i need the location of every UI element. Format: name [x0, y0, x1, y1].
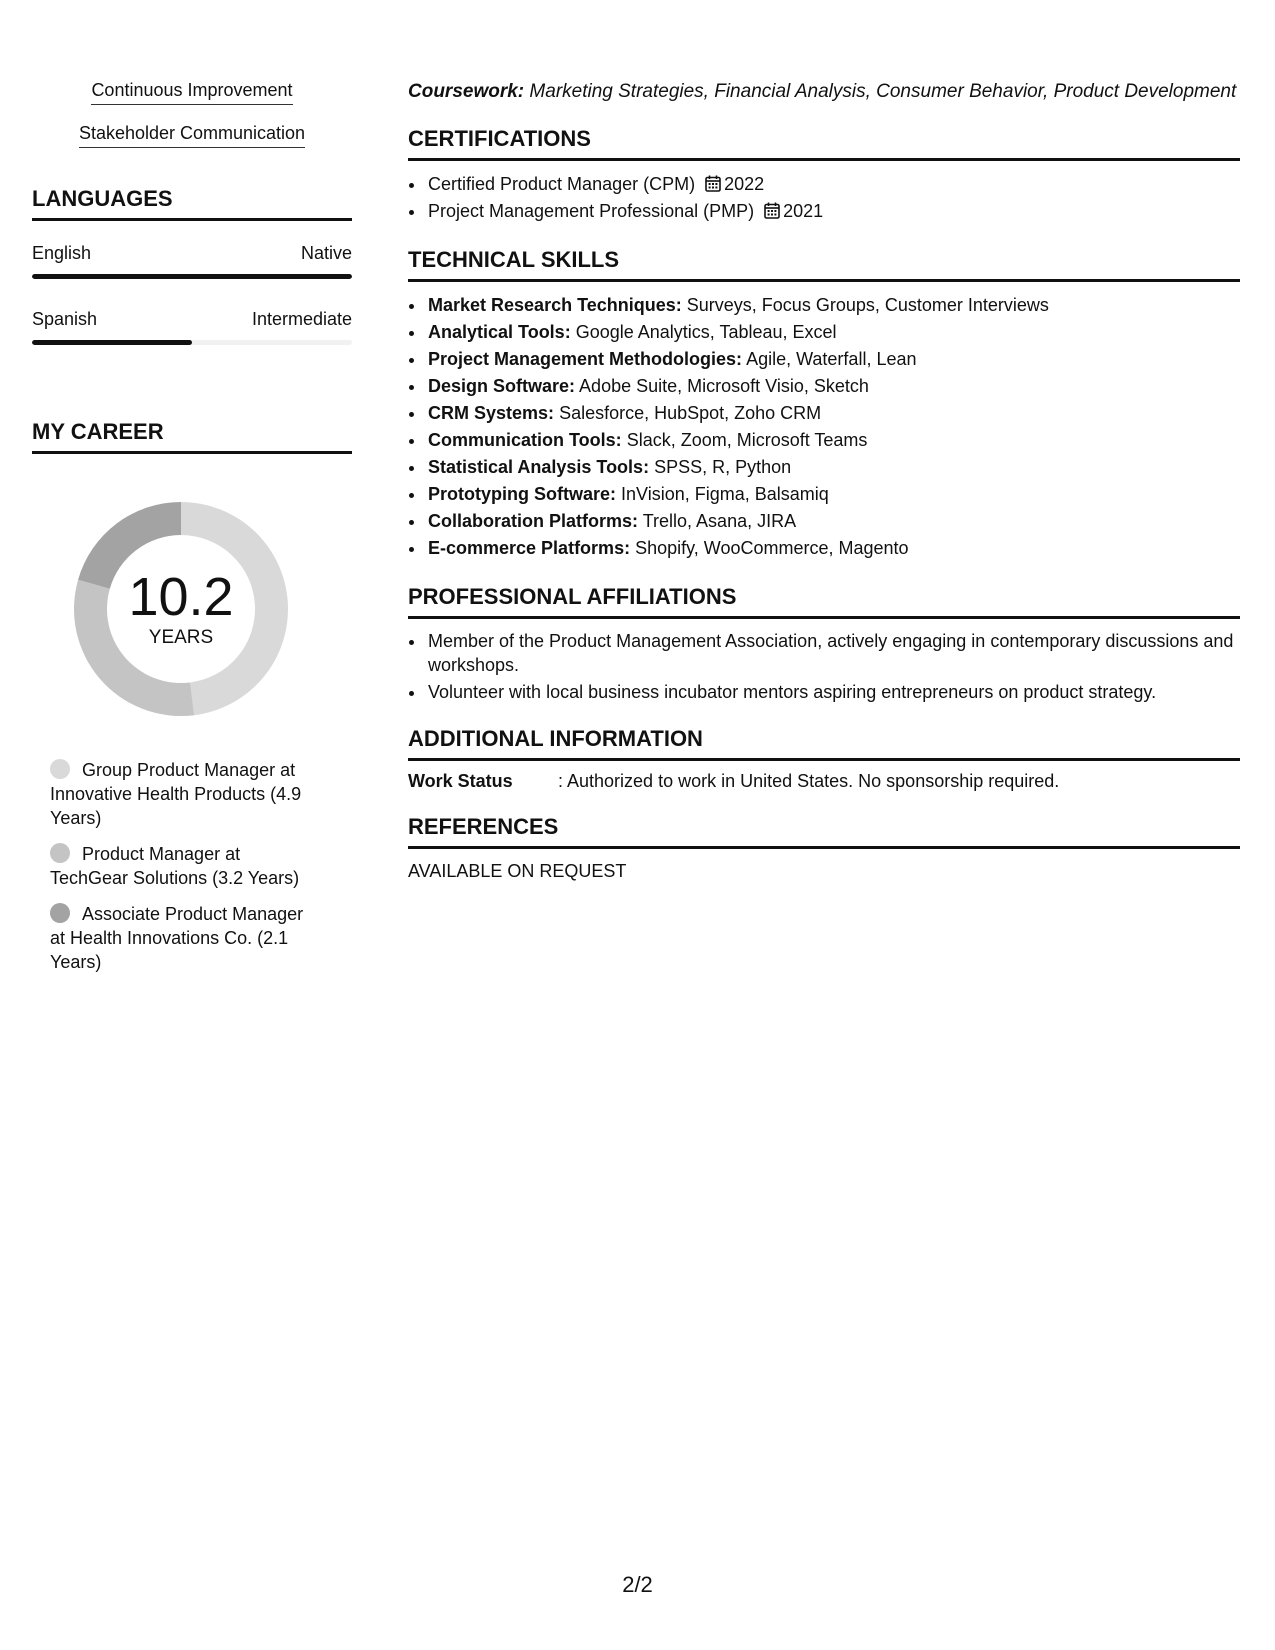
skill-tag: Continuous Improvement [32, 80, 352, 105]
languages-section [32, 186, 352, 345]
languages-title: LANGUAGES [32, 186, 352, 221]
additional-info-title: ADDITIONAL INFORMATION [408, 726, 1240, 761]
legend-dot [50, 843, 70, 863]
language-level: Native [300, 243, 352, 263]
skill-item: • Prototyping Software: InVision, Figma, Balsamiq [426, 481, 1240, 508]
work-status-row [408, 771, 1240, 792]
language-spanish [32, 309, 352, 345]
certification-year: 2022 [724, 174, 765, 194]
affiliations-title: PROFESSIONAL AFFILIATIONS [408, 584, 1240, 619]
career-donut-chart [66, 494, 296, 724]
skill-item: • Design Software: Adobe Suite, Microsoft Visio, Sketch [426, 373, 1240, 400]
coursework-text: Marketing Strategies, Financial Analysis, Consumer Behavior, Product Development [529, 81, 1237, 102]
language-name: English [32, 243, 92, 263]
technical-skills-title: TECHNICAL SKILLS [408, 247, 1240, 282]
language-level: Intermediate [251, 309, 352, 329]
donut-center [66, 494, 296, 724]
certifications-section [408, 126, 1240, 225]
career-title: MY CAREER [32, 419, 352, 454]
language-bar [32, 340, 352, 345]
certification-item: • Project Management Professional (PMP) 2021 [426, 198, 1240, 225]
page-number: 2/2 [622, 1572, 653, 1597]
language-bar-fill [32, 340, 192, 345]
coursework [408, 80, 1240, 104]
career-total-years: 10.2 [128, 567, 234, 627]
affiliations-list [408, 629, 1240, 704]
language-bar-fill [32, 274, 352, 279]
coursework-label: Coursework: [408, 81, 525, 102]
calendar-icon [764, 202, 780, 219]
language-english [32, 243, 352, 279]
certifications-list [408, 171, 1240, 225]
affiliation-item: • Volunteer with local business incubator mentors aspiring entrepreneurs on product strategy. [426, 680, 1240, 704]
skill-item: • Analytical Tools: Google Analytics, Tableau, Excel [426, 319, 1240, 346]
skill-item: • Project Management Methodologies: Agile, Waterfall, Lean [426, 346, 1240, 373]
legend-dot [50, 903, 70, 923]
references-section [408, 814, 1240, 882]
affiliation-item: • Member of the Product Management Association, actively engaging in contemporary discussions and workshops. [426, 629, 1240, 677]
technical-skills-list [408, 292, 1240, 562]
skill-item: • Statistical Analysis Tools: SPSS, R, Python [426, 454, 1240, 481]
skill-item: • Communication Tools: Slack, Zoom, Microsoft Teams [426, 427, 1240, 454]
legend-item: Group Product Manager at Innovative Health Products (4.9 Years) [50, 760, 302, 828]
work-status-value: : Authorized to work in United States. No sponsorship required. [558, 771, 1060, 791]
career-total-unit: YEARS [148, 627, 214, 648]
additional-info-section [408, 726, 1240, 792]
language-name: Spanish [32, 309, 98, 329]
legend-item: Product Manager at TechGear Solutions (3.2 Years) [50, 844, 300, 888]
affiliations-section [408, 584, 1240, 704]
career-legend [32, 758, 322, 974]
legend-dot [50, 759, 70, 779]
main-column [408, 80, 1240, 882]
skill-item: • Market Research Techniques: Surveys, Focus Groups, Customer Interviews [426, 292, 1240, 319]
legend-item: Associate Product Manager at Health Innovations Co. (2.1 Years) [50, 904, 304, 972]
skill-item: • Collaboration Platforms: Trello, Asana, JIRA [426, 508, 1240, 535]
certification-year: 2021 [783, 201, 824, 221]
skill-item: • E-commerce Platforms: Shopify, WooCommerce, Magento [426, 535, 1240, 562]
technical-skills-section [408, 247, 1240, 562]
certification-item: • Certified Product Manager (CPM) 2022 [426, 171, 1240, 198]
certifications-title: CERTIFICATIONS [408, 126, 1240, 161]
work-status-label: Work Status [408, 771, 513, 791]
sidebar [32, 80, 352, 986]
skill-tag: Stakeholder Communication [32, 123, 352, 148]
language-bar [32, 274, 352, 279]
references-text: AVAILABLE ON REQUEST [408, 861, 627, 881]
references-title: REFERENCES [408, 814, 1240, 849]
calendar-icon [705, 175, 721, 192]
skill-item: • CRM Systems: Salesforce, HubSpot, Zoho CRM [426, 400, 1240, 427]
career-section [32, 419, 352, 974]
